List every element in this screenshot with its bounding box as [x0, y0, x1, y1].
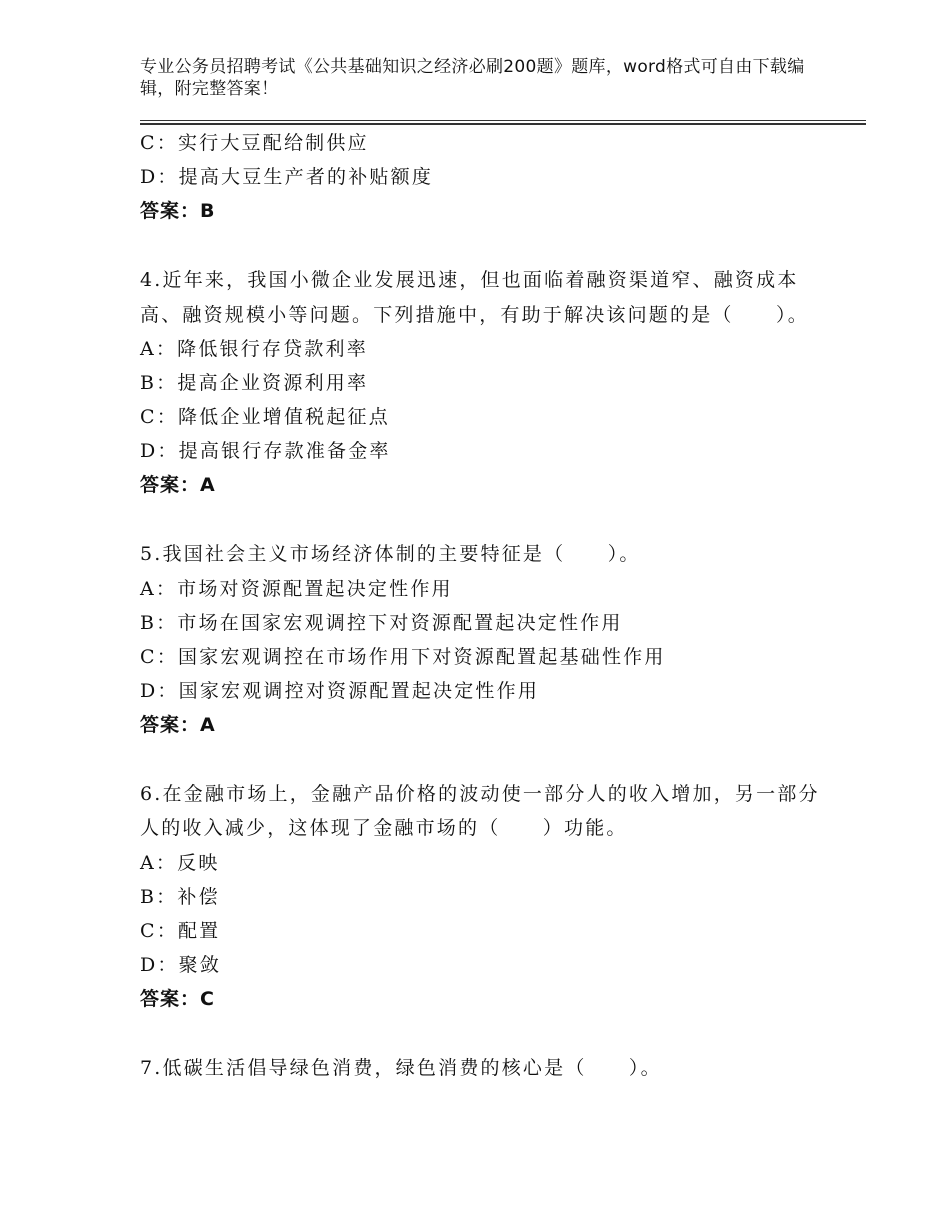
option-d: D：提高银行存款准备金率 — [140, 440, 391, 462]
question-content — [140, 126, 840, 1085]
option-d: D：国家宏观调控对资源配置起决定性作用 — [140, 679, 540, 702]
answer-label: 答案：A — [140, 713, 216, 736]
option-b: B：提高企业资源利用率 — [140, 372, 369, 394]
option-c: C：配置 — [140, 919, 221, 942]
header-text: 专业公务员招聘考试《公共基础知识之经济必刷200题》题库，word格式可自由下载编辑，附完整答案！ — [140, 57, 805, 99]
answer-label: 答案：A — [140, 474, 216, 496]
question-7-stem: 7.低碳生活倡导绿色消费，绿色消费的核心是（ ）。 — [140, 1056, 662, 1079]
option-a: A：市场对资源配置起决定性作用 — [140, 577, 453, 600]
header-divider-thick — [140, 123, 866, 125]
option-b: B：市场在国家宏观调控下对资源配置起决定性作用 — [140, 611, 623, 634]
option-a: A：反映 — [140, 851, 220, 874]
option-d: D：聚敛 — [140, 953, 222, 976]
question-4-stem: 4.近年来，我国小微企业发展迅速，但也面临着融资渠道窄、融资成本高、融资规模小等问题。下列措施中，有助于解决该问题的是（ ）。 — [140, 269, 809, 326]
document-header — [140, 56, 820, 100]
header-divider — [140, 120, 866, 121]
option-c: C：实行大豆配给制供应 — [140, 132, 369, 154]
option-b: B：补偿 — [140, 885, 220, 908]
option-c: C：降低企业增值税起征点 — [140, 406, 390, 428]
answer-label: 答案：B — [140, 200, 216, 222]
option-a: A：降低银行存贷款利率 — [140, 338, 368, 360]
option-d: D：提高大豆生产者的补贴额度 — [140, 166, 434, 188]
question-5-stem: 5.我国社会主义市场经济体制的主要特征是（ ）。 — [140, 543, 641, 565]
answer-label: 答案：C — [140, 987, 215, 1010]
question-6-stem: 6.在金融市场上，金融产品价格的波动使一部分人的收入增加，另一部分人的收入减少，这体现了金融市场的（ ）功能。 — [140, 782, 820, 839]
option-c: C：国家宏观调控在市场作用下对资源配置起基础性作用 — [140, 645, 666, 668]
